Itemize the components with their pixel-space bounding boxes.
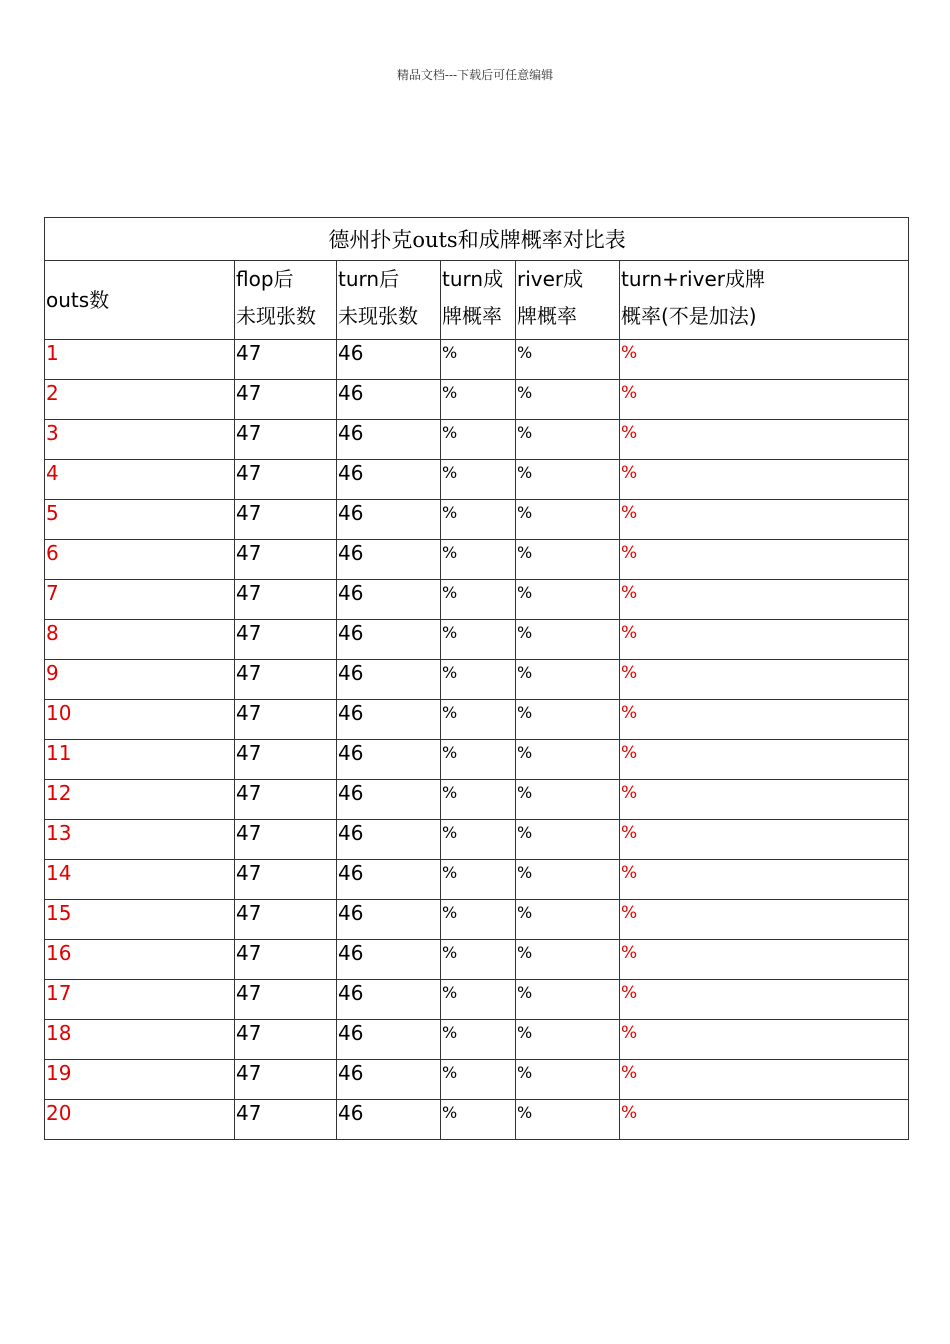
column-header-line: river成: [517, 267, 584, 291]
table-row: [45, 460, 909, 500]
table-row: [45, 940, 909, 980]
river-odds-cell: %: [516, 1060, 620, 1100]
flop-unseen-cell: 47: [235, 620, 337, 660]
river-odds-cell: %: [516, 980, 620, 1020]
turn-river-odds-cell: %: [620, 580, 909, 620]
river-odds-cell: %: [516, 540, 620, 580]
turn-odds-cell: %: [441, 700, 516, 740]
flop-unseen-cell: 47: [235, 900, 337, 940]
turn-odds-cell: %: [441, 740, 516, 780]
turn-odds-cell: %: [441, 420, 516, 460]
turn-odds-cell: %: [441, 900, 516, 940]
table-row: [45, 500, 909, 540]
flop-unseen-cell: 47: [235, 980, 337, 1020]
river-odds-cell: %: [516, 860, 620, 900]
flop-unseen-cell: 47: [235, 1060, 337, 1100]
turn-river-odds-cell: %: [620, 500, 909, 540]
outs-cell: 5: [45, 500, 235, 540]
table-row: [45, 860, 909, 900]
flop-unseen-cell: 47: [235, 820, 337, 860]
flop-unseen-cell: 47: [235, 780, 337, 820]
flop-unseen-cell: 47: [235, 660, 337, 700]
outs-cell: 12: [45, 780, 235, 820]
table-row: [45, 1060, 909, 1100]
outs-cell: 17: [45, 980, 235, 1020]
table-row: [45, 660, 909, 700]
turn-river-odds-cell: %: [620, 780, 909, 820]
turn-river-odds-cell: %: [620, 380, 909, 420]
turn-unseen-cell: 46: [337, 380, 441, 420]
turn-unseen-cell: 46: [337, 780, 441, 820]
turn-river-odds-cell: %: [620, 340, 909, 380]
outs-cell: 15: [45, 900, 235, 940]
column-header-river-odds: [516, 261, 620, 340]
turn-unseen-cell: 46: [337, 1020, 441, 1060]
turn-unseen-cell: 46: [337, 540, 441, 580]
flop-unseen-cell: 47: [235, 380, 337, 420]
river-odds-cell: %: [516, 740, 620, 780]
turn-unseen-cell: 46: [337, 860, 441, 900]
outs-cell: 3: [45, 420, 235, 460]
table-row: [45, 700, 909, 740]
column-header-line: outs数: [46, 288, 110, 312]
flop-unseen-cell: 47: [235, 420, 337, 460]
flop-unseen-cell: 47: [235, 700, 337, 740]
turn-odds-cell: %: [441, 460, 516, 500]
table-row: [45, 900, 909, 940]
table-row: [45, 740, 909, 780]
turn-river-odds-cell: %: [620, 1060, 909, 1100]
table-row: [45, 620, 909, 660]
outs-cell: 18: [45, 1020, 235, 1060]
table-body: [45, 340, 909, 1140]
column-header-turn-river-odds: [620, 261, 909, 340]
turn-odds-cell: %: [441, 1020, 516, 1060]
turn-unseen-cell: 46: [337, 820, 441, 860]
turn-river-odds-cell: %: [620, 700, 909, 740]
turn-unseen-cell: 46: [337, 500, 441, 540]
table-row: [45, 980, 909, 1020]
turn-river-odds-cell: %: [620, 420, 909, 460]
column-header-line: 未现张数: [236, 304, 316, 328]
table-row: [45, 540, 909, 580]
turn-river-odds-cell: %: [620, 820, 909, 860]
column-header-outs: [45, 261, 235, 340]
outs-cell: 7: [45, 580, 235, 620]
column-header-row: [45, 261, 909, 340]
outs-cell: 9: [45, 660, 235, 700]
turn-odds-cell: %: [441, 860, 516, 900]
flop-unseen-cell: 47: [235, 1100, 337, 1140]
turn-odds-cell: %: [441, 580, 516, 620]
turn-unseen-cell: 46: [337, 580, 441, 620]
outs-cell: 10: [45, 700, 235, 740]
turn-odds-cell: %: [441, 780, 516, 820]
column-header-line: turn成: [442, 267, 504, 291]
column-header-line: flop后: [236, 267, 294, 291]
table-row: [45, 380, 909, 420]
flop-unseen-cell: 47: [235, 940, 337, 980]
turn-unseen-cell: 46: [337, 980, 441, 1020]
river-odds-cell: %: [516, 380, 620, 420]
flop-unseen-cell: 47: [235, 460, 337, 500]
column-header-turn-unseen: [337, 261, 441, 340]
flop-unseen-cell: 47: [235, 860, 337, 900]
turn-river-odds-cell: %: [620, 1020, 909, 1060]
turn-odds-cell: %: [441, 980, 516, 1020]
turn-unseen-cell: 46: [337, 420, 441, 460]
river-odds-cell: %: [516, 1100, 620, 1140]
column-header-line: 牌概率: [442, 304, 502, 328]
turn-odds-cell: %: [441, 500, 516, 540]
turn-odds-cell: %: [441, 1060, 516, 1100]
outs-cell: 4: [45, 460, 235, 500]
outs-cell: 14: [45, 860, 235, 900]
turn-unseen-cell: 46: [337, 1060, 441, 1100]
river-odds-cell: %: [516, 620, 620, 660]
turn-river-odds-cell: %: [620, 660, 909, 700]
table-title: 德州扑克outs和成牌概率对比表: [45, 218, 909, 261]
table-row: [45, 340, 909, 380]
turn-unseen-cell: 46: [337, 700, 441, 740]
column-header-flop-unseen: [235, 261, 337, 340]
odds-table: [44, 217, 909, 1140]
turn-river-odds-cell: %: [620, 900, 909, 940]
turn-unseen-cell: 46: [337, 660, 441, 700]
flop-unseen-cell: 47: [235, 580, 337, 620]
outs-cell: 1: [45, 340, 235, 380]
table-row: [45, 420, 909, 460]
river-odds-cell: %: [516, 660, 620, 700]
river-odds-cell: %: [516, 460, 620, 500]
turn-odds-cell: %: [441, 820, 516, 860]
turn-river-odds-cell: %: [620, 460, 909, 500]
turn-river-odds-cell: %: [620, 1100, 909, 1140]
river-odds-cell: %: [516, 780, 620, 820]
table-row: [45, 580, 909, 620]
river-odds-cell: %: [516, 420, 620, 460]
column-header-line: 牌概率: [517, 304, 577, 328]
turn-odds-cell: %: [441, 620, 516, 660]
outs-cell: 13: [45, 820, 235, 860]
turn-odds-cell: %: [441, 660, 516, 700]
turn-odds-cell: %: [441, 540, 516, 580]
outs-cell: 20: [45, 1100, 235, 1140]
turn-river-odds-cell: %: [620, 860, 909, 900]
turn-unseen-cell: 46: [337, 620, 441, 660]
river-odds-cell: %: [516, 580, 620, 620]
river-odds-cell: %: [516, 820, 620, 860]
table-row: [45, 820, 909, 860]
column-header-turn-odds: [441, 261, 516, 340]
river-odds-cell: %: [516, 340, 620, 380]
turn-odds-cell: %: [441, 380, 516, 420]
turn-river-odds-cell: %: [620, 940, 909, 980]
column-header-line: turn+river成牌: [621, 267, 765, 291]
table-row: [45, 780, 909, 820]
turn-river-odds-cell: %: [620, 740, 909, 780]
table-row: [45, 1100, 909, 1140]
turn-unseen-cell: 46: [337, 740, 441, 780]
column-header-line: 概率(不是加法): [621, 304, 757, 328]
turn-unseen-cell: 46: [337, 900, 441, 940]
page-header: 精品文档---下载后可任意编辑: [396, 68, 554, 82]
outs-cell: 11: [45, 740, 235, 780]
turn-unseen-cell: 46: [337, 460, 441, 500]
river-odds-cell: %: [516, 900, 620, 940]
flop-unseen-cell: 47: [235, 540, 337, 580]
river-odds-cell: %: [516, 940, 620, 980]
flop-unseen-cell: 47: [235, 340, 337, 380]
outs-cell: 8: [45, 620, 235, 660]
outs-cell: 16: [45, 940, 235, 980]
table-row: [45, 1020, 909, 1060]
turn-river-odds-cell: %: [620, 540, 909, 580]
river-odds-cell: %: [516, 1020, 620, 1060]
turn-unseen-cell: 46: [337, 1100, 441, 1140]
river-odds-cell: %: [516, 500, 620, 540]
turn-unseen-cell: 46: [337, 340, 441, 380]
outs-cell: 19: [45, 1060, 235, 1100]
turn-odds-cell: %: [441, 940, 516, 980]
flop-unseen-cell: 47: [235, 740, 337, 780]
flop-unseen-cell: 47: [235, 1020, 337, 1060]
turn-river-odds-cell: %: [620, 980, 909, 1020]
turn-river-odds-cell: %: [620, 620, 909, 660]
outs-cell: 2: [45, 380, 235, 420]
turn-unseen-cell: 46: [337, 940, 441, 980]
turn-odds-cell: %: [441, 340, 516, 380]
outs-cell: 6: [45, 540, 235, 580]
turn-odds-cell: %: [441, 1100, 516, 1140]
flop-unseen-cell: 47: [235, 500, 337, 540]
river-odds-cell: %: [516, 700, 620, 740]
column-header-line: turn后: [338, 267, 400, 291]
column-header-line: 未现张数: [338, 304, 418, 328]
